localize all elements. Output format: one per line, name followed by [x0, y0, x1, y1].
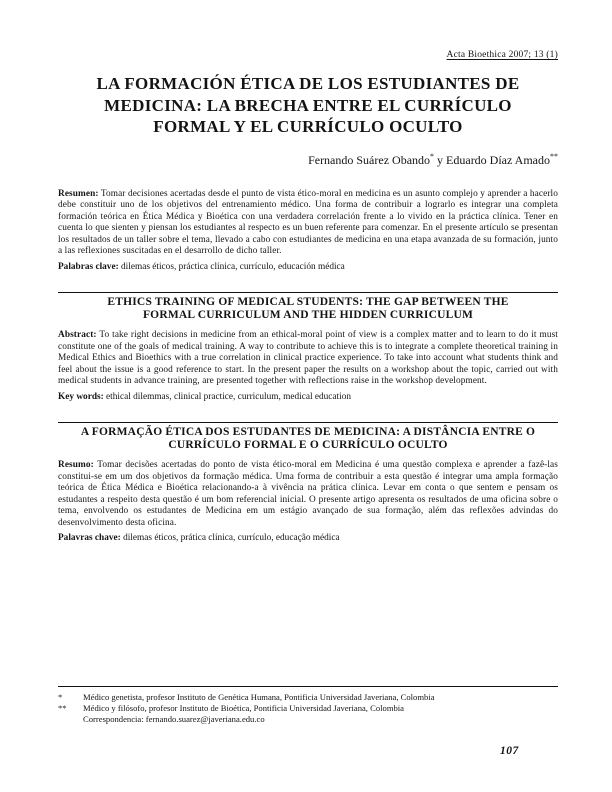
footnote-2 — [58, 703, 558, 714]
section-heading-portuguese: A FORMAÇÃO ÉTICA DOS ESTUDANTES DE MEDICINA: A DISTÂNCIA ENTRE O CURRÍCULO FORMAL E O CURRÍCULO OCULTO — [80, 426, 536, 451]
footnote-2-text: Médico y filósofo, profesor Instituto de Bioética, Pontificia Universidad Javeriana, Colombia — [83, 703, 404, 713]
abstract-english-text: To take right decisions in medicine from an ethical-moral point of view is a complex matter and to learn to do it must constitute one of the goals of medical training. A way to contribute to achieve this is to integrate a complete theoretical training in Medical Ethics and Bioethics with a true correlation in clinical practice experience. To take into account what students think and feel about the issue is a good reference to start. In the present paper the results on a workshop about the topic, carried out with medical students in advance training, are presented together with reflections raise in the workshop development. — [58, 330, 558, 386]
author-1-footnote-marker: * — [430, 151, 435, 161]
keywords-english — [58, 392, 558, 404]
keywords-spanish-label: Palabras clave: — [58, 261, 119, 272]
footnotes-block — [58, 686, 558, 725]
section-heading-english: ETHICS TRAINING OF MEDICAL STUDENTS: THE GAP BETWEEN THE FORMAL CURRICULUM AND THE HIDDEN CURRICULUM — [107, 296, 509, 321]
section-english — [58, 292, 558, 403]
author-2-footnote-marker: ** — [550, 151, 558, 161]
keywords-english-text: ethical dilemmas, clinical practice, curriculum, medical education — [106, 391, 352, 402]
abstract-portuguese-label: Resumo: — [58, 460, 94, 470]
abstract-portuguese-text: Tomar decisões acertadas do ponto de vista ético-moral em Medicina é uma questão complexa e aprender a fazê-las constitui-se em um dos objetivos da formação médica. Uma forma de contribuir a esta questão é integrar uma ampla formação teórica de Ética Médica e Bioética relacionando-a à vivência na prática clínica. Levar em conta o que sentem e pensam os estudantes a respeito desta questão é um bom referencial inicial. O presente artigo apresenta os resultados de uma oficina sobre o tema, envolvendo os estudantes de Medicina em um estágio avançado de sua formação, além das reflexões advindas do desenvolvimento desta oficina. — [58, 460, 558, 528]
footnote-1 — [58, 692, 558, 703]
footnote-2-marker: ** — [58, 703, 67, 713]
author-2: Eduardo Díaz Amado — [446, 152, 550, 167]
keywords-portuguese-text: dilemas éticos, prática clínica, currículo, educação médica — [123, 533, 340, 543]
page-content — [58, 0, 558, 545]
abstract-spanish-label: Resumen: — [58, 188, 99, 199]
page-number: 107 — [500, 745, 519, 757]
correspondence-line: Correspondencia: fernando.suarez@javeriana.edu.co — [83, 714, 265, 724]
page-title: LA FORMACIÓN ÉTICA DE LOS ESTUDIANTES DE MEDICINA: LA BRECHA ENTRE EL CURRÍCULO FORMAL Y EL CURRÍCULO OCULTO — [96, 74, 520, 136]
authors-line — [58, 153, 558, 168]
keywords-spanish — [58, 262, 558, 274]
keywords-portuguese — [58, 533, 558, 545]
abstract-spanish-text: Tomar decisiones acertadas desde el punto de vista ético-moral en medicina es un asunto complejo y aprender a hacerlo debe constituir uno de los objetivos del entrenamiento médico. Una forma de contribuir a lograrlo es integrar una completa formación teórica en Ética Médica y Bioética con una verdadera correlación frente a lo vivido en la práctica clínica. Tener en cuenta lo que sienten y piensan los estudiantes al respecto es un buen referente para comenzar. En el presente artículo se presentan los resultados de un taller sobre el tema, llevado a cabo con estudiantes de medicina en una etapa avanzada de su formación, junto a las reflexiones suscitadas en el desarrollo de dicho taller. — [58, 188, 558, 256]
abstract-english — [58, 330, 558, 388]
abstract-spanish — [58, 189, 558, 258]
journal-header — [58, 50, 558, 60]
footnote-1-marker: * — [58, 692, 63, 702]
keywords-portuguese-label: Palavras chave: — [58, 533, 121, 543]
authors-connector: y — [437, 152, 444, 167]
abstract-english-label: Abstract: — [58, 330, 97, 340]
section-portuguese — [58, 422, 558, 545]
journal-citation: Acta Bioethica 2007; 13 (1) — [446, 50, 558, 60]
keywords-spanish-text: dilemas éticos, práctica clínica, currículo, educación médica — [121, 261, 345, 272]
abstract-portuguese — [58, 460, 558, 529]
keywords-english-label: Key words: — [58, 391, 104, 402]
author-1: Fernando Suárez Obando — [308, 152, 431, 167]
footnote-1-text: Médico genetista, profesor Instituto de Genética Humana, Pontificia Universidad Javeriana, Colombia — [83, 692, 435, 702]
